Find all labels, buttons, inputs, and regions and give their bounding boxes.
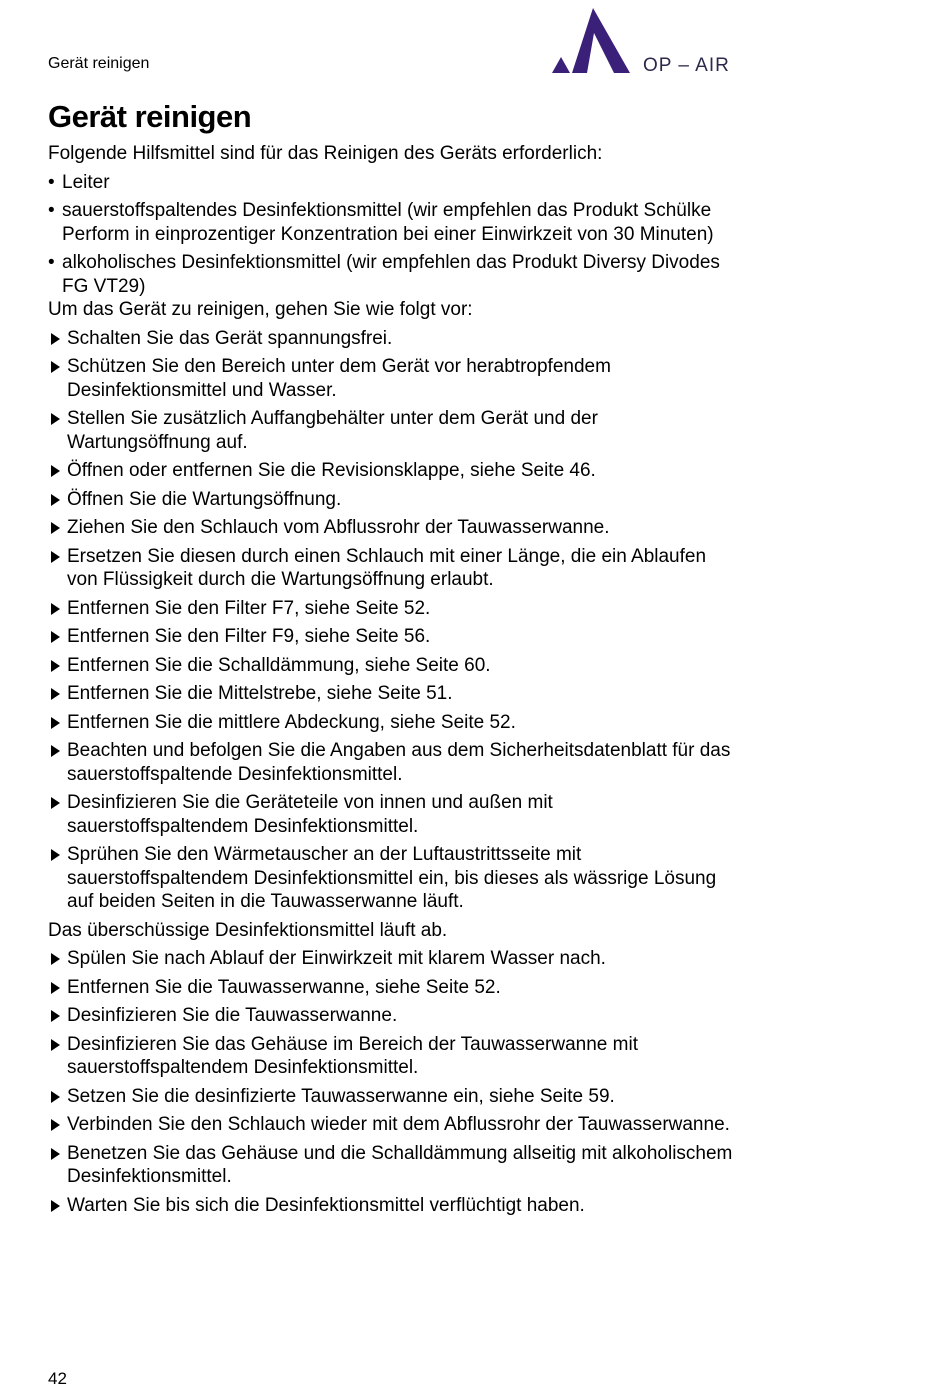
list-item-text: Leiter [62,171,110,193]
step-text: Desinfizieren Sie das Gehäuse im Bereich der Tauwasserwanne mit sauerstoffspaltendem Desinfektionsmittel. [67,1033,638,1078]
step-item [48,1142,738,1189]
logo-large-stroke [572,8,630,73]
step-arrow-icon [51,688,60,700]
step-text: Öffnen Sie die Wartungsöffnung. [67,488,342,510]
running-header: Gerät reinigen [48,55,150,72]
step-text: Beachten und befolgen Sie die Angaben aus dem Sicherheitsdatenblatt für das sauerstoffspaltende Desinfektionsmittel. [67,740,731,785]
step-text: Verbinden Sie den Schlauch wieder mit dem Abflussrohr der Tauwasserwanne. [67,1114,730,1135]
bullet-icon: • [48,200,55,221]
step-text: Ziehen Sie den Schlauch vom Abflussrohr der Tauwasserwanne. [67,517,610,538]
step-arrow-icon [51,1091,60,1103]
step-text: Sprühen Sie den Wärmetauscher an der Luftaustrittsseite mit sauerstoffspaltendem Desinfektionsmittel ein, bis dieses als wässrige Lösung auf beiden Seiten in die Tauwasserwanne läuft. [67,844,717,912]
step-arrow-icon [51,1200,60,1212]
steps-list-b [48,947,738,1217]
list-item [48,251,738,298]
step-arrow-icon [51,1119,60,1131]
step-text: Entfernen Sie die Mittelstrebe, siehe Seite 51. [67,683,453,704]
step-arrow-icon [51,361,60,373]
step-item [48,407,738,454]
step-text: Desinfizieren Sie die Tauwasserwanne. [67,1005,398,1026]
list-item-text: alkoholisches Desinfektionsmittel (wir empfehlen das Produkt Diversy Divodes FG VT29) [62,252,720,297]
step-arrow-icon [51,953,60,965]
step-item [48,1113,738,1137]
step-arrow-icon [51,982,60,994]
step-item [48,976,738,1000]
result-note: Das überschüssige Desinfektionsmittel läuft ab. [48,919,448,941]
step-arrow-icon [51,849,60,861]
step-text: Entfernen Sie den Filter F9, siehe Seite 56. [67,626,431,647]
step-item [48,355,738,402]
step-item [48,682,738,706]
step-arrow-icon [51,333,60,345]
procedure-intro: Um das Gerät zu reinigen, gehen Sie wie folgt vor: [48,299,473,320]
step-item [48,1085,738,1109]
step-arrow-icon [51,1039,60,1051]
brand-name: OP – AIR [643,55,730,76]
step-text: Öffnen oder entfernen Sie die Revisionsklappe, siehe Seite 46. [67,460,596,481]
step-arrow-icon [51,465,60,477]
step-text: Entfernen Sie die Schalldämmung, siehe Seite 60. [67,654,491,676]
step-item [48,791,738,838]
list-item-text: sauerstoffspaltendes Desinfektionsmittel (wir empfehlen das Produkt Schülke Perform in einprozentiger Konzentration bei einer Einwirkzeit von 30 Minuten) [62,200,714,245]
step-item [48,947,738,971]
step-arrow-icon [51,631,60,643]
main-content [48,98,738,1217]
step-arrow-icon [51,603,60,615]
steps-list-a [48,327,738,914]
step-arrow-icon [51,745,60,757]
step-item [48,459,738,483]
step-arrow-icon [51,797,60,809]
step-arrow-icon [51,551,60,563]
step-item [48,1004,738,1028]
step-item [48,488,738,512]
list-item [48,171,738,195]
step-item [48,516,738,540]
step-item [48,654,738,678]
step-item [48,545,738,592]
bullet-icon: • [48,252,55,273]
step-item [48,1033,738,1080]
step-text: Entfernen Sie die mittlere Abdeckung, siehe Seite 52. [67,711,516,733]
step-arrow-icon [51,522,60,534]
step-item [48,625,738,649]
step-item [48,843,738,914]
step-text: Benetzen Sie das Gehäuse und die Schalldämmung allseitig mit alkoholischem Desinfektionsmittel. [67,1142,733,1187]
step-arrow-icon [51,413,60,425]
step-text: Entfernen Sie die Tauwasserwanne, siehe Seite 52. [67,976,501,998]
step-text: Schalten Sie das Gerät spannungsfrei. [67,327,393,349]
step-arrow-icon [51,1148,60,1160]
step-item [48,711,738,735]
step-text: Desinfizieren Sie die Geräteteile von innen und außen mit sauerstoffspaltendem Desinfektionsmittel. [67,792,553,837]
step-item [48,1194,738,1218]
step-text: Setzen Sie die desinfizierte Tauwasserwanne ein, siehe Seite 59. [67,1085,615,1107]
step-item [48,739,738,786]
intro-text: Folgende Hilfsmittel sind für das Reinigen des Geräts erforderlich: [48,143,603,164]
step-arrow-icon [51,494,60,506]
step-arrow-icon [51,660,60,672]
step-item [48,327,738,351]
step-text: Entfernen Sie den Filter F7, siehe Seite 52. [67,597,431,619]
step-arrow-icon [51,1010,60,1022]
page-number: 42 [48,1369,67,1388]
bullet-icon: • [48,171,55,193]
logo-small-triangle [552,57,570,73]
step-text: Schützen Sie den Bereich unter dem Gerät vor herabtropfendem Desinfektionsmittel und Wasser. [67,356,611,401]
step-text: Ersetzen Sie diesen durch einen Schlauch mit einer Länge, die ein Ablaufen von Flüssigkeit durch die Wartungsöffnung erlaubt. [67,545,707,590]
list-item [48,199,738,246]
tools-list [48,171,738,299]
step-item [48,597,738,621]
step-text: Stellen Sie zusätzlich Auffangbehälter unter dem Gerät und der Wartungsöffnung auf. [67,408,598,453]
step-text: Spülen Sie nach Ablauf der Einwirkzeit mit klarem Wasser nach. [67,948,606,969]
step-text: Warten Sie bis sich die Desinfektionsmittel verflüchtigt haben. [67,1194,585,1216]
page-title: Gerät reinigen [48,99,252,134]
step-arrow-icon [51,717,60,729]
